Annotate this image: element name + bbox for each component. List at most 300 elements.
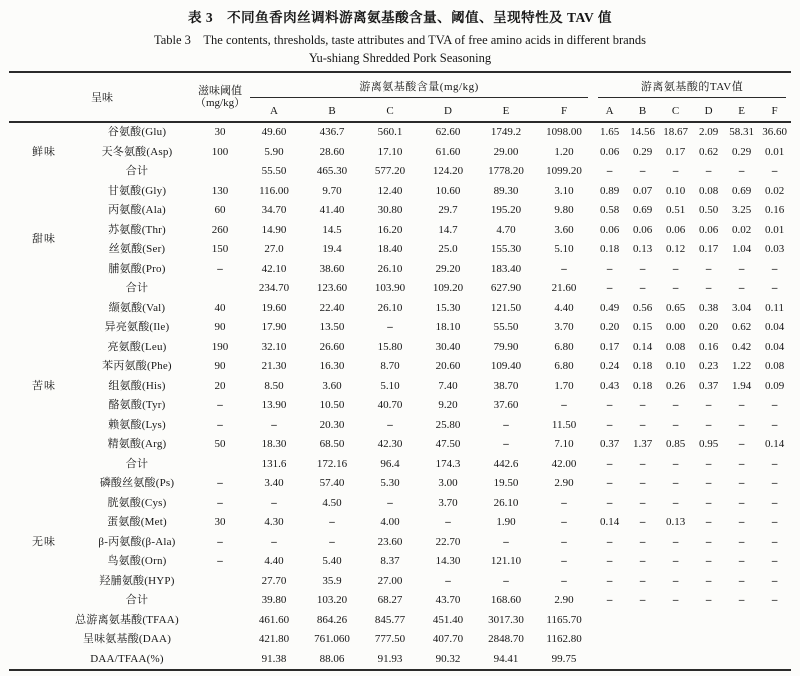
tav-value-cell-B: 0.15 <box>632 321 653 333</box>
content-value-cell-F: 2.90 <box>554 477 574 489</box>
content-value-cell-B: 35.9 <box>322 574 342 587</box>
table-row <box>9 182 791 202</box>
content-value-cell-D: 3.70 <box>438 496 458 509</box>
content-value-cell-B: 22.40 <box>319 301 345 314</box>
tav-value-cell-C: – <box>672 574 679 587</box>
content-value-cell-E: 94.41 <box>493 652 519 665</box>
content-value-cell-F: 6.80 <box>554 360 574 372</box>
sample-letter-header-tav: E <box>738 104 745 117</box>
content-group-header: 游离氨基酸含量(mg/kg) <box>245 72 593 100</box>
tav-value-cell-B: – <box>639 555 646 567</box>
tav-value-cell-C: – <box>672 477 679 489</box>
threshold-header-line2: （mg/kg） <box>195 97 246 109</box>
tav-value-cell-F: – <box>771 282 778 294</box>
tav-value-cell-C: 0.10 <box>665 184 686 197</box>
tav-value-cell-A: – <box>606 535 613 548</box>
content-value-cell-E: 4.70 <box>496 223 516 236</box>
tav-value-cell-D: 2.09 <box>698 126 719 138</box>
tav-value-cell-E: 0.62 <box>731 321 752 333</box>
table-row <box>9 221 791 241</box>
content-value-cell-B: 38.60 <box>319 262 345 275</box>
content-value-cell-C: 15.80 <box>377 340 403 353</box>
content-value-cell-C: – <box>387 496 393 509</box>
tav-value-cell-E: 3.04 <box>731 301 752 314</box>
tav-value-cell-C: 0.06 <box>665 223 686 236</box>
content-value-cell-F: – <box>561 555 567 567</box>
tav-value-cell-D: – <box>705 477 712 489</box>
content-value-cell-F: 1099.20 <box>546 165 582 177</box>
content-value-cell-B: 436.7 <box>319 126 345 138</box>
tav-value-cell-E: – <box>738 594 745 606</box>
content-value-cell-E: – <box>503 535 509 548</box>
tav-value-cell-D <box>692 650 725 671</box>
amino-acid-name-cell: 苯丙氨酸(Phe) <box>102 360 172 372</box>
content-value-cell-E: – <box>503 438 509 450</box>
summary-row <box>9 611 791 631</box>
content-value-cell-D: 62.60 <box>435 126 461 138</box>
content-value-cell-D: 174.3 <box>435 457 461 470</box>
tav-value-cell-F: – <box>771 477 778 489</box>
threshold-cell: 90 <box>214 321 226 333</box>
content-value-cell-B: 103.20 <box>316 594 348 606</box>
content-value-cell-C: – <box>387 321 393 333</box>
content-value-cell-A: 4.30 <box>264 516 284 528</box>
content-value-cell-B: 13.50 <box>319 321 345 333</box>
tav-value-cell-D: – <box>705 555 712 567</box>
table-row <box>9 279 791 299</box>
threshold-cell <box>195 279 245 299</box>
content-value-cell-D: 22.70 <box>435 535 461 548</box>
content-value-cell-D: 109.20 <box>432 282 464 294</box>
content-value-cell-A: 116.00 <box>259 184 289 197</box>
content-value-cell-C: 5.30 <box>380 477 400 489</box>
content-value-cell-D: 29.20 <box>435 262 461 275</box>
threshold-cell: – <box>217 555 223 567</box>
table-row <box>9 474 791 494</box>
table-row <box>9 201 791 221</box>
amino-acid-name-cell: β-丙氨酸(β-Ala) <box>98 535 176 548</box>
table-row <box>9 591 791 611</box>
threshold-cell: 190 <box>211 340 229 353</box>
content-value-cell-F: 5.10 <box>554 243 574 255</box>
content-value-cell-D: 47.50 <box>435 438 461 450</box>
threshold-cell: 40 <box>214 301 226 314</box>
content-value-cell-E: 37.60 <box>493 399 519 411</box>
tav-value-cell-D: 0.08 <box>698 184 719 197</box>
content-value-cell-B: 9.70 <box>322 184 342 197</box>
tav-value-cell-A: – <box>606 399 613 411</box>
amino-acid-name-cell: 脯氨酸(Pro) <box>108 262 166 275</box>
tav-value-cell-C: – <box>672 457 679 470</box>
tav-value-cell-A: – <box>606 496 613 509</box>
content-value-cell-B: – <box>329 516 335 528</box>
tav-value-cell-C: – <box>672 555 679 567</box>
content-value-cell-C: 27.00 <box>377 574 403 587</box>
content-value-cell-D: 30.40 <box>435 340 461 353</box>
amino-acid-name-cell: 丝氨酸(Ser) <box>108 243 166 255</box>
content-value-cell-C: 26.10 <box>377 262 403 275</box>
threshold-cell: 260 <box>211 223 229 236</box>
summary-label-cell: 总游离氨基酸(TFAA) <box>75 613 179 626</box>
summary-row <box>9 630 791 650</box>
table-row <box>9 572 791 592</box>
tav-value-cell-F: – <box>771 262 778 275</box>
content-value-cell-E: 121.50 <box>490 301 522 314</box>
tav-value-cell-F: 0.16 <box>764 204 785 216</box>
table-row <box>9 299 791 319</box>
sample-letter-header-content: C <box>386 104 394 117</box>
content-value-cell-C: 4.00 <box>380 516 400 528</box>
taste-group-cell: 无味 <box>32 535 56 548</box>
threshold-cell: 130 <box>211 184 229 197</box>
content-value-cell-A: 461.60 <box>258 613 290 626</box>
content-value-cell-A: 91.38 <box>261 652 287 665</box>
content-value-cell-A: 55.50 <box>261 165 287 177</box>
content-value-cell-A: – <box>271 535 277 548</box>
content-value-cell-E: – <box>503 418 509 431</box>
tav-value-cell-B: – <box>639 399 646 411</box>
content-value-cell-F: 1165.70 <box>546 613 582 626</box>
amino-acid-name-cell: 鸟氨酸(Orn) <box>107 555 167 567</box>
tav-value-cell-C: 0.13 <box>665 516 686 528</box>
tav-value-cell-D: – <box>705 282 712 294</box>
tav-value-cell-E: – <box>738 399 745 411</box>
content-value-cell-E: 442.6 <box>493 457 519 470</box>
taste-group-cell: 甜味 <box>32 233 56 246</box>
tav-value-cell-B: 0.18 <box>632 360 653 372</box>
summary-row <box>9 650 791 671</box>
content-value-cell-F: 1098.00 <box>546 126 582 138</box>
content-value-cell-F: 6.80 <box>554 340 574 353</box>
tav-value-cell-E <box>725 650 758 671</box>
tav-value-cell-C: – <box>672 262 679 275</box>
content-value-cell-B: 5.40 <box>322 555 342 567</box>
tav-value-cell-C: – <box>672 496 679 509</box>
table-row <box>9 494 791 514</box>
tav-value-cell-C: 0.08 <box>665 340 686 353</box>
table-row <box>9 552 791 572</box>
tav-value-cell-E: 1.04 <box>731 243 752 255</box>
content-value-cell-D: 25.0 <box>438 243 458 255</box>
table-row <box>9 240 791 260</box>
content-value-cell-D: 20.60 <box>435 360 461 372</box>
tav-value-cell-D: – <box>705 574 712 587</box>
tav-value-cell-D <box>692 630 725 650</box>
threshold-cell: – <box>217 496 223 509</box>
tav-value-cell-D: – <box>705 262 712 275</box>
content-value-cell-D: 451.40 <box>432 613 464 626</box>
tav-value-cell-C: 0.26 <box>665 379 686 392</box>
content-value-cell-D: 18.10 <box>435 321 461 333</box>
content-value-cell-E: – <box>503 574 509 587</box>
content-value-cell-B: 761.060 <box>314 633 350 645</box>
tav-value-cell-D: – <box>705 165 712 177</box>
tav-value-cell-F: 0.11 <box>765 301 784 314</box>
tav-value-cell-D: 0.50 <box>698 204 719 216</box>
content-value-cell-F: 9.80 <box>554 204 574 216</box>
tav-value-cell-E: 0.02 <box>731 223 752 236</box>
tav-value-cell-E: – <box>738 418 745 431</box>
amino-acid-name-cell: 合计 <box>125 165 149 177</box>
tav-value-cell-B: – <box>639 282 646 294</box>
tav-value-cell-A: – <box>606 594 613 606</box>
tav-value-cell-F: – <box>771 496 778 509</box>
content-value-cell-D: 14.7 <box>438 223 458 236</box>
threshold-cell: 30 <box>214 126 226 138</box>
content-value-cell-C: 17.10 <box>377 145 403 158</box>
tav-value-cell-D: 0.20 <box>698 321 719 333</box>
tav-value-cell-C: 0.10 <box>665 360 686 372</box>
tav-value-cell-E: – <box>738 457 745 470</box>
content-value-cell-C: 5.10 <box>380 379 400 392</box>
threshold-cell: – <box>217 418 223 431</box>
table-row <box>9 338 791 358</box>
content-value-cell-C: 91.93 <box>377 652 403 665</box>
tav-value-cell-C: – <box>672 535 679 548</box>
content-value-cell-B: 88.06 <box>319 652 345 665</box>
tav-value-cell-E <box>725 611 758 631</box>
tav-value-cell-B: 0.18 <box>632 379 653 392</box>
threshold-cell <box>195 591 245 611</box>
content-value-cell-C: 30.80 <box>377 204 403 216</box>
content-value-cell-D: 15.30 <box>435 301 461 314</box>
amino-acid-name-cell: 酪氨酸(Tyr) <box>108 399 166 411</box>
sample-letter-header-tav: B <box>638 104 647 117</box>
content-value-cell-E: 109.40 <box>490 360 522 372</box>
tav-value-cell-F: – <box>771 594 778 606</box>
tav-value-cell-E: – <box>738 516 745 528</box>
tav-value-cell-B: 0.69 <box>632 204 653 216</box>
content-value-cell-F: 1.70 <box>554 379 574 392</box>
tav-value-cell-A <box>593 611 626 631</box>
tav-value-cell-E: – <box>738 438 745 450</box>
tav-value-cell-A: 0.06 <box>599 145 620 158</box>
table-row <box>9 455 791 475</box>
tav-value-cell-E <box>725 630 758 650</box>
content-value-cell-B: 172.16 <box>316 457 348 470</box>
content-value-cell-C: 18.40 <box>377 243 403 255</box>
content-value-cell-D: 10.60 <box>435 184 461 197</box>
table-row <box>9 162 791 182</box>
tav-value-cell-E: – <box>738 555 745 567</box>
content-value-cell-D: 43.70 <box>435 594 461 606</box>
content-value-cell-E: 183.40 <box>490 262 522 275</box>
content-value-cell-F: 21.60 <box>551 282 577 294</box>
threshold-cell <box>195 572 245 592</box>
content-value-cell-E: 19.50 <box>493 477 519 489</box>
tav-value-cell-B: 0.06 <box>632 223 653 236</box>
table-title-en-line2: Yu-shiang Shredded Pork Seasoning <box>308 51 492 65</box>
content-value-cell-E: 29.00 <box>493 145 519 158</box>
sample-letter-header-content: B <box>328 104 336 117</box>
tav-value-cell-C: 0.17 <box>665 145 686 158</box>
tav-value-cell-A: 0.43 <box>599 379 620 392</box>
threshold-cell: 100 <box>211 145 229 158</box>
table-row <box>9 143 791 163</box>
tav-value-cell-B: – <box>639 457 646 470</box>
table-row <box>9 318 791 338</box>
sample-letter-header-content: D <box>444 104 452 117</box>
content-value-cell-B: 14.5 <box>322 223 342 236</box>
content-value-cell-F: – <box>561 262 567 275</box>
content-value-cell-A: 5.90 <box>264 145 284 158</box>
content-value-cell-C: 577.20 <box>374 165 406 177</box>
sample-letter-header-tav: D <box>704 104 713 117</box>
content-value-cell-A: 34.70 <box>261 204 287 216</box>
amino-acid-name-cell: 合计 <box>125 282 149 294</box>
tav-value-cell-C: 0.00 <box>665 321 686 333</box>
tav-value-cell-F: 0.04 <box>764 321 785 333</box>
content-value-cell-F: 3.10 <box>554 184 574 197</box>
tav-value-cell-F: – <box>771 574 778 587</box>
content-value-cell-D: 90.32 <box>435 652 461 665</box>
tav-value-cell-E: 0.29 <box>731 145 752 158</box>
tav-value-cell-F: 0.14 <box>764 438 785 450</box>
tav-value-cell-C <box>659 611 692 631</box>
content-value-cell-C: 777.50 <box>374 633 406 645</box>
threshold-cell: 50 <box>214 438 226 450</box>
content-value-cell-F: 11.50 <box>551 418 577 431</box>
tav-value-cell-D: 0.06 <box>698 223 719 236</box>
tav-value-cell-A: 0.18 <box>599 243 620 255</box>
tav-value-cell-A <box>593 630 626 650</box>
tav-value-cell-D: 0.16 <box>698 340 719 353</box>
content-value-cell-C: 40.70 <box>377 399 403 411</box>
tav-value-cell-A: – <box>606 165 613 177</box>
threshold-cell: 90 <box>214 360 226 372</box>
amino-acid-name-cell: 精氨酸(Arg) <box>107 438 167 450</box>
tav-value-cell-A: – <box>606 262 613 275</box>
threshold-cell: 20 <box>214 379 226 392</box>
tav-value-cell-F: 0.01 <box>764 223 785 236</box>
table-title-zh: 表 3 不同鱼香肉丝调料游离氨基酸含量、阈值、呈现特性及 TAV 值 <box>188 10 612 25</box>
tav-value-cell-E: – <box>738 496 745 509</box>
amino-acid-name-cell: 异亮氨酸(Ile) <box>104 321 170 333</box>
threshold-cell <box>195 455 245 475</box>
content-value-cell-D: 3.00 <box>438 477 458 489</box>
content-value-cell-A: 131.6 <box>261 457 287 470</box>
tav-value-cell-D: 0.23 <box>698 360 719 372</box>
tav-value-cell-D: – <box>705 535 712 548</box>
content-value-cell-D: 7.40 <box>438 379 458 392</box>
content-value-cell-C: 23.60 <box>377 535 403 548</box>
tav-value-cell-F <box>758 650 791 671</box>
tav-value-cell-D: 0.95 <box>698 438 719 450</box>
table-title-en-line1: Table 3 The contents, thresholds, taste attributes and TVA of free amino acids in different brands <box>153 33 647 47</box>
tav-value-cell-B <box>626 650 659 671</box>
content-value-cell-A: 14.90 <box>261 223 287 236</box>
content-value-cell-D: – <box>445 574 451 587</box>
content-value-cell-F: 1.20 <box>554 145 574 158</box>
content-value-cell-B: 20.30 <box>319 418 345 431</box>
tav-value-cell-F: – <box>771 165 778 177</box>
content-value-cell-D: 14.30 <box>435 555 461 567</box>
sample-letter-header-content: F <box>560 104 568 117</box>
content-value-cell-A: 17.90 <box>261 321 287 333</box>
content-value-cell-A: 27.0 <box>264 243 284 255</box>
content-value-cell-B: 19.4 <box>322 243 342 255</box>
tav-value-cell-B: 0.13 <box>632 243 653 255</box>
amino-acid-name-cell: 组氨酸(His) <box>108 379 166 392</box>
tav-value-cell-A: – <box>606 477 613 489</box>
content-value-cell-C: 560.1 <box>377 126 403 138</box>
taste-group-cell: 鲜味 <box>32 145 56 158</box>
tav-value-cell-D: – <box>705 399 712 411</box>
tav-value-cell-C: – <box>672 399 679 411</box>
amino-acid-name-cell: 丙氨酸(Ala) <box>108 204 166 216</box>
content-value-cell-E: 2848.70 <box>488 633 524 645</box>
threshold-cell: 30 <box>214 516 226 528</box>
tav-value-cell-C: – <box>672 282 679 294</box>
content-value-cell-C: 16.20 <box>377 223 403 236</box>
tav-value-cell-A: 0.17 <box>599 340 620 353</box>
content-value-cell-F: – <box>561 535 567 548</box>
content-value-cell-E: 26.10 <box>493 496 519 509</box>
table-row <box>9 122 791 143</box>
content-value-cell-A: 8.50 <box>264 379 284 392</box>
content-value-cell-E: 55.50 <box>493 321 519 333</box>
content-value-cell-C: 26.10 <box>377 301 403 314</box>
amino-acid-name-cell: 合计 <box>125 457 149 470</box>
tav-value-cell-B: 0.29 <box>632 145 653 158</box>
tav-value-cell-E: 1.22 <box>731 360 752 372</box>
tav-value-cell-F: 0.02 <box>764 184 785 197</box>
content-value-cell-A: 39.80 <box>261 594 287 606</box>
tav-value-cell-F: 0.09 <box>764 379 785 392</box>
tav-value-cell-C: – <box>672 165 679 177</box>
tav-value-cell-C <box>659 650 692 671</box>
tav-value-cell-E: 1.94 <box>731 379 752 392</box>
content-value-cell-A: 18.30 <box>261 438 287 450</box>
content-value-cell-F: 2.90 <box>554 594 574 606</box>
content-value-cell-B: 3.60 <box>322 379 342 392</box>
tav-value-cell-A: 0.37 <box>599 438 620 450</box>
sample-letter-header-tav: C <box>671 104 680 117</box>
table-row <box>9 435 791 455</box>
tav-value-cell-B: – <box>639 535 646 548</box>
tav-value-cell-B: – <box>639 574 646 587</box>
tav-value-cell-C: – <box>672 594 679 606</box>
amino-acid-name-cell: 赖氨酸(Lys) <box>108 418 166 431</box>
tav-value-cell-E: 3.25 <box>731 204 752 216</box>
content-value-cell-C: 8.37 <box>380 555 400 567</box>
table-row <box>9 396 791 416</box>
content-value-cell-F: 3.70 <box>554 321 574 333</box>
tav-value-cell-B: 0.07 <box>632 184 653 197</box>
content-value-cell-E: 38.70 <box>493 379 519 392</box>
content-value-cell-A: 21.30 <box>261 360 287 372</box>
content-value-cell-B: 10.50 <box>319 399 345 411</box>
tav-value-cell-A: 0.14 <box>599 516 620 528</box>
content-value-cell-B: 465.30 <box>316 165 348 177</box>
tav-value-cell-C: 0.85 <box>665 438 686 450</box>
table-body <box>9 122 791 670</box>
content-value-cell-B: 123.60 <box>316 282 348 294</box>
tav-value-cell-F: – <box>771 555 778 567</box>
table-row <box>9 260 791 280</box>
tav-value-cell-C: 0.12 <box>665 243 686 255</box>
tav-value-cell-A: 0.58 <box>599 204 620 216</box>
threshold-cell: – <box>217 262 223 275</box>
tav-value-cell-C: 18.67 <box>663 126 688 138</box>
tav-value-cell-A: – <box>606 555 613 567</box>
content-value-cell-B: 41.40 <box>319 204 345 216</box>
content-value-cell-C: 12.40 <box>377 184 403 197</box>
content-value-cell-F: 1162.80 <box>546 633 582 645</box>
tav-value-cell-D: – <box>705 516 712 528</box>
content-value-cell-F: – <box>561 399 567 411</box>
threshold-cell: 60 <box>214 204 226 216</box>
